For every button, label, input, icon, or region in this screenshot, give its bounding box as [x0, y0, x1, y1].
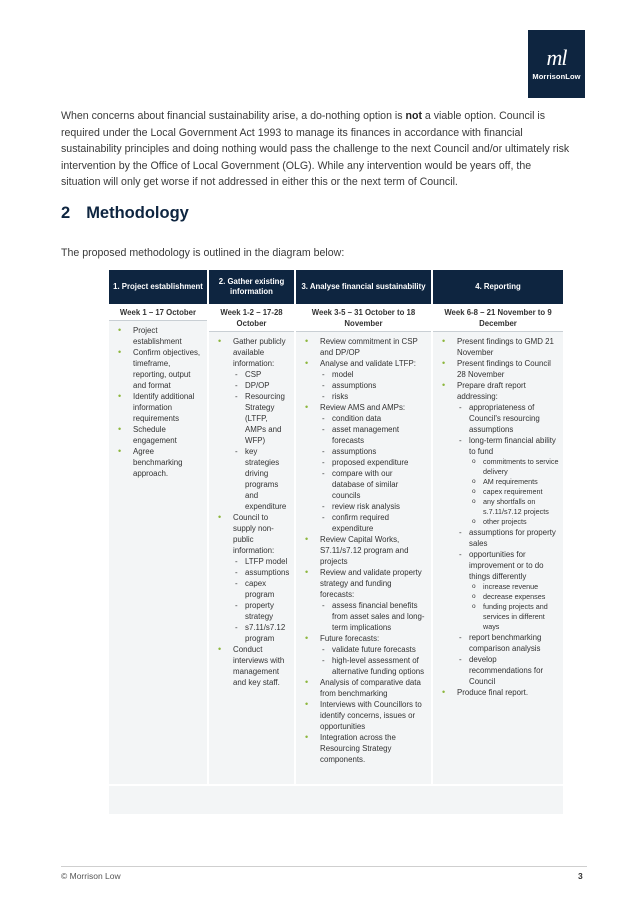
- list-item-text: Interviews with Councillors to identify concerns, issues or opportunities: [320, 700, 422, 731]
- list-item: [320, 644, 427, 655]
- column-title: 2. Gather existing information: [209, 270, 294, 304]
- list-item-text: assumptions: [245, 568, 290, 577]
- column-body: [209, 332, 294, 688]
- list-item-text: Council to supply non-public information:: [233, 513, 275, 555]
- list-item-text: Schedule engagement: [133, 425, 177, 445]
- list-item: [302, 336, 427, 358]
- list-item-text: confirm required expenditure: [332, 513, 390, 533]
- list-item: [469, 592, 559, 602]
- list-item: [302, 567, 427, 633]
- column-body: [296, 332, 431, 765]
- list-item-text: funding projects and services in different ways: [483, 602, 548, 631]
- list-item: [233, 380, 290, 391]
- list-item: [439, 380, 559, 687]
- list-item-text: high-level assessment of alternative funding options: [332, 656, 425, 676]
- list-item: [469, 582, 559, 592]
- list-item-text: Present findings to Council 28 November: [457, 359, 551, 379]
- list-item: [115, 446, 203, 479]
- list-item: [233, 622, 290, 644]
- list-item: [115, 347, 203, 391]
- methodology-column-3: [296, 270, 431, 784]
- list-item: [457, 632, 559, 654]
- list-item-text: Produce final report.: [457, 688, 529, 697]
- column-body: [433, 332, 563, 698]
- list-item: [320, 512, 427, 534]
- list-item-text: Gather publicly available information:: [233, 337, 286, 368]
- column-title: 4. Reporting: [433, 270, 563, 304]
- list-item-text: Prepare draft report addressing:: [457, 381, 526, 401]
- list-item: [302, 677, 427, 699]
- page-number: 3: [578, 871, 583, 881]
- list-level-2: [320, 369, 427, 402]
- list-item: [215, 644, 290, 688]
- list-item: [302, 633, 427, 677]
- list-item-text: property strategy: [245, 601, 274, 621]
- list-level-1: [302, 336, 427, 765]
- list-item-text: compare with our database of similar councils: [332, 469, 399, 500]
- list-item-text: develop recommendations for Council: [469, 655, 544, 686]
- column-week: Week 3-5 – 31 October to 18 November: [296, 304, 431, 332]
- intro-text-2: a viable option. Council is required under the Local Government Act 1993 to manage its finances in accordance with financial sustainability principles and doing nothing would pass the challenge to the next Council and/or ultimately risk intervention by the Office of Local Government (OLG). While any intervention would be years off, the situation will only get worse if not addressed in either this or the next term of Council.: [61, 110, 570, 188]
- methodology-column-4: [433, 270, 563, 784]
- list-item: [469, 457, 559, 477]
- list-item-text: key strategies driving programs and expenditure: [245, 447, 287, 511]
- list-item: [469, 602, 559, 632]
- footer-copyright: © Morrison Low: [61, 871, 121, 881]
- list-item: [233, 567, 290, 578]
- list-item: [469, 497, 559, 517]
- list-level-2: [320, 413, 427, 534]
- list-level-2: [233, 369, 290, 512]
- list-item-text: Project establishment: [133, 326, 182, 346]
- list-item-text: proposed expenditure: [332, 458, 409, 467]
- list-item-text: Resourcing Strategy (LTFP, AMPs and WFP): [245, 392, 285, 445]
- list-item: [115, 325, 203, 347]
- list-item-text: assumptions: [332, 447, 377, 456]
- list-item: [302, 732, 427, 765]
- list-item: [439, 358, 559, 380]
- list-item-text: Agree benchmarking approach.: [133, 447, 183, 478]
- list-level-2: [320, 644, 427, 677]
- logo-name: MorrisonLow: [532, 72, 581, 81]
- list-item: [233, 369, 290, 380]
- list-item: [215, 512, 290, 644]
- list-item-text: s7.11/s7.12 program: [245, 623, 286, 643]
- list-item: [215, 336, 290, 512]
- list-item-text: other projects: [483, 517, 527, 526]
- list-item: [320, 457, 427, 468]
- list-item-text: model: [332, 370, 354, 379]
- list-item: [233, 446, 290, 512]
- list-item: [302, 358, 427, 402]
- list-level-1: [215, 336, 290, 688]
- list-item-text: Identify additional information requirements: [133, 392, 195, 423]
- methodology-diagram: [109, 270, 563, 815]
- list-item-text: LTFP model: [245, 557, 288, 566]
- list-item-text: DP/OP: [245, 381, 270, 390]
- list-item: [302, 534, 427, 567]
- list-level-1: [439, 336, 559, 698]
- list-item: [115, 424, 203, 446]
- list-item-text: any shortfalls on s.7.11/s7.12 projects: [483, 497, 549, 516]
- list-item-text: commitments to service delivery: [483, 457, 559, 476]
- section-title: Methodology: [86, 204, 189, 222]
- column-body: [109, 321, 207, 479]
- list-item: [320, 391, 427, 402]
- list-level-3: [469, 457, 559, 527]
- list-item-text: decrease expenses: [483, 592, 546, 601]
- list-item: [320, 600, 427, 633]
- list-item-text: Conduct interviews with management and key staff.: [233, 645, 285, 687]
- list-level-2: [320, 600, 427, 633]
- list-item: [233, 600, 290, 622]
- list-item: [302, 699, 427, 732]
- list-item-text: Integration across the Resourcing Strategy components.: [320, 733, 396, 764]
- list-level-2: [233, 556, 290, 644]
- list-item: [439, 687, 559, 698]
- list-level-2: [457, 402, 559, 687]
- list-item: [469, 487, 559, 497]
- lead-text: The proposed methodology is outlined in the diagram below:: [61, 247, 345, 259]
- diagram-footer-band: [109, 786, 563, 814]
- list-item-text: Review and validate property strategy and funding forecasts:: [320, 568, 422, 599]
- list-item-text: long-term financial ability to fund: [469, 436, 556, 456]
- column-title: 3. Analyse financial sustainability: [296, 270, 431, 304]
- list-item-text: condition data: [332, 414, 382, 423]
- list-item: [457, 654, 559, 687]
- column-week: Week 6-8 – 21 November to 9 December: [433, 304, 563, 332]
- list-item: [320, 468, 427, 501]
- list-item: [320, 501, 427, 512]
- column-week: Week 1-2 – 17-28 October: [209, 304, 294, 332]
- list-item-text: assess financial benefits from asset sales and long-term implications: [332, 601, 425, 632]
- methodology-column-1: [109, 270, 207, 784]
- list-item: [320, 380, 427, 391]
- list-item: [469, 477, 559, 487]
- list-item: [233, 578, 290, 600]
- list-item: [439, 336, 559, 358]
- list-item-text: capex requirement: [483, 487, 543, 496]
- list-item: [457, 402, 559, 435]
- list-item-text: Present findings to GMD 21 November: [457, 337, 554, 357]
- list-level-1: [115, 325, 203, 479]
- list-item: [320, 424, 427, 446]
- list-item-text: Analyse and validate LTFP:: [320, 359, 416, 368]
- list-item-text: validate future forecasts: [332, 645, 416, 654]
- list-item-text: Analysis of comparative data from benchmarking: [320, 678, 421, 698]
- list-item-text: risks: [332, 392, 349, 401]
- list-item-text: asset management forecasts: [332, 425, 400, 445]
- list-item-text: increase revenue: [483, 582, 539, 591]
- list-item-text: report benchmarking comparison analysis: [469, 633, 542, 653]
- list-item-text: CSP: [245, 370, 262, 379]
- list-item-text: assumptions: [332, 381, 377, 390]
- section-number: 2: [61, 204, 71, 222]
- list-item-text: capex program: [245, 579, 275, 599]
- list-item-text: Review commitment in CSP and DP/OP: [320, 337, 418, 357]
- list-item: [469, 517, 559, 527]
- list-item-text: appropriateness of Council's resourcing assumptions: [469, 403, 540, 434]
- list-item: [457, 527, 559, 549]
- list-item: [457, 435, 559, 527]
- list-item-text: review risk analysis: [332, 502, 400, 511]
- list-item: [302, 402, 427, 534]
- list-item-text: AM requirements: [483, 477, 538, 486]
- list-item: [320, 413, 427, 424]
- list-item: [233, 556, 290, 567]
- section-heading: [61, 204, 189, 223]
- footer-divider: [61, 866, 587, 867]
- list-item-text: Review AMS and AMPs:: [320, 403, 406, 412]
- list-item-text: Review Capital Works, S7.11/s7.12 program and projects: [320, 535, 409, 566]
- morrisonlow-logo: [528, 30, 585, 98]
- intro-paragraph: [61, 108, 573, 191]
- list-item: [115, 391, 203, 424]
- list-item-text: Future forecasts:: [320, 634, 380, 643]
- list-level-3: [469, 582, 559, 632]
- list-item-text: assumptions for property sales: [469, 528, 556, 548]
- list-item: [320, 369, 427, 380]
- list-item: [320, 446, 427, 457]
- list-item-text: Confirm objectives, timeframe, reporting, output and format: [133, 348, 201, 390]
- intro-text-1: When concerns about financial sustainability arise, a do-nothing option is: [61, 110, 406, 122]
- list-item: [233, 391, 290, 446]
- list-item: [320, 655, 427, 677]
- column-week: Week 1 – 17 October: [109, 304, 207, 321]
- list-item-text: opportunities for improvement or to do things differently: [469, 550, 544, 581]
- logo-mark: ml: [546, 45, 567, 70]
- list-item: [457, 549, 559, 632]
- intro-bold: not: [405, 110, 422, 122]
- methodology-column-2: [209, 270, 294, 784]
- column-title: 1. Project establishment: [109, 270, 207, 304]
